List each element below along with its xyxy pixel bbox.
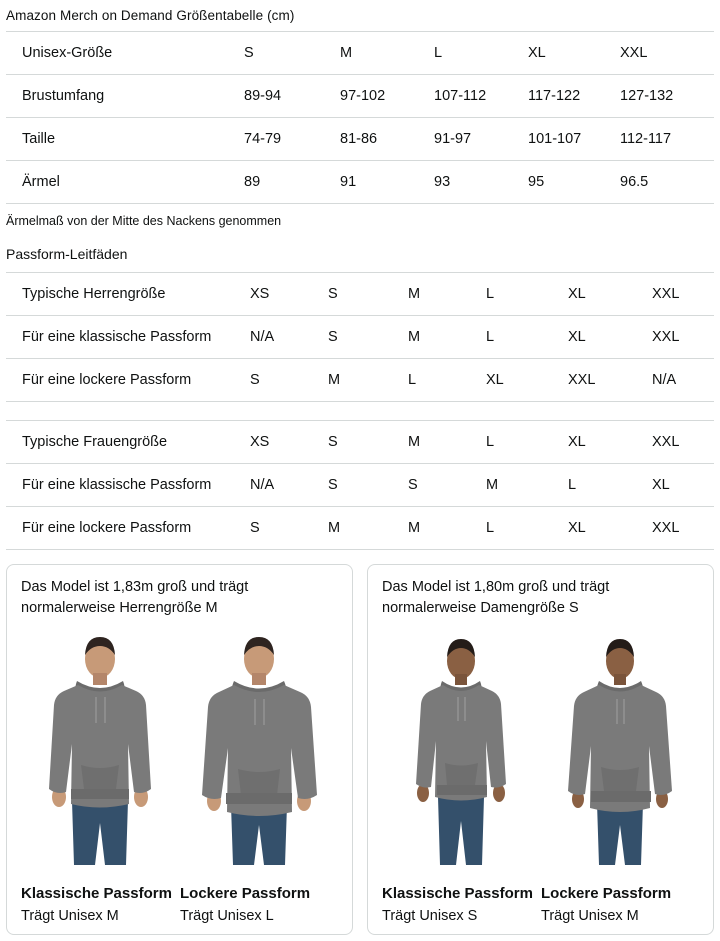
- cell: 74-79: [244, 118, 340, 161]
- model-cards: [6, 564, 714, 941]
- row-label: Unisex-Größe: [6, 32, 244, 75]
- table-row: [6, 273, 714, 316]
- table-row: [6, 507, 714, 550]
- fit-name: Klassische Passform: [21, 885, 172, 902]
- cell: S: [328, 273, 408, 316]
- cell: XL: [486, 359, 568, 402]
- mens-fit-table: [6, 272, 714, 402]
- row-label: Für eine lockere Passform: [6, 507, 250, 550]
- cell: XL: [652, 464, 714, 507]
- cell: S: [244, 32, 340, 75]
- row-label: Brustumfang: [6, 75, 244, 118]
- cell: M: [486, 464, 568, 507]
- cell: M: [408, 316, 486, 359]
- table-spacer: [6, 402, 714, 420]
- female-model-relaxed-illustration: [545, 625, 695, 875]
- table-row: [6, 464, 714, 507]
- cell: M: [340, 32, 434, 75]
- cell: 96.5: [620, 161, 714, 204]
- card-heading: Das Model ist 1,80m groß und trägt normalerweise Damengröße S: [382, 579, 610, 616]
- cell: S: [250, 507, 328, 550]
- cell: 95: [528, 161, 620, 204]
- row-label: Für eine klassische Passform: [6, 316, 250, 359]
- cell: M: [328, 507, 408, 550]
- cell: L: [486, 316, 568, 359]
- cell: 89: [244, 161, 340, 204]
- cell: XS: [250, 421, 328, 464]
- cell: XL: [568, 421, 652, 464]
- figure-male-relaxed: [180, 625, 338, 924]
- cell: XL: [568, 316, 652, 359]
- table-row: [6, 316, 714, 359]
- cell: N/A: [250, 464, 328, 507]
- fit-guide-label: Passform-Leitfäden: [6, 246, 128, 262]
- female-model-classic-illustration: [386, 625, 536, 875]
- cell: M: [408, 273, 486, 316]
- figure-female-classic: [382, 625, 540, 924]
- cell: N/A: [652, 359, 714, 402]
- cell: L: [434, 32, 528, 75]
- fit-name: Lockere Passform: [180, 885, 311, 902]
- table-row: [6, 75, 714, 118]
- fit-size: Trägt Unisex M: [21, 908, 119, 924]
- table-row: [6, 118, 714, 161]
- cell: L: [408, 359, 486, 402]
- cell: XL: [568, 273, 652, 316]
- cell: XL: [568, 507, 652, 550]
- table-row: [6, 161, 714, 204]
- row-label: Ärmel: [6, 161, 244, 204]
- page-title: Amazon Merch on Demand Größentabelle (cm): [6, 8, 295, 23]
- womens-model-card: [367, 564, 714, 935]
- cell: 101-107: [528, 118, 620, 161]
- row-label: Typische Herrengröße: [6, 273, 250, 316]
- row-label: Taille: [6, 118, 244, 161]
- table-row: [6, 359, 714, 402]
- figure-row: [21, 625, 338, 924]
- cell: 93: [434, 161, 528, 204]
- cell: L: [486, 421, 568, 464]
- cell: S: [328, 464, 408, 507]
- cell: N/A: [250, 316, 328, 359]
- cell: 89-94: [244, 75, 340, 118]
- cell: XXL: [652, 273, 714, 316]
- cell: L: [486, 507, 568, 550]
- cell: M: [408, 421, 486, 464]
- cell: 112-117: [620, 118, 714, 161]
- cell: S: [328, 316, 408, 359]
- cell: 91: [340, 161, 434, 204]
- fit-size: Trägt Unisex M: [541, 908, 639, 924]
- card-heading: Das Model ist 1,83m groß und trägt normalerweise Herrengröße M: [21, 579, 249, 616]
- womens-fit-table: [6, 420, 714, 550]
- fit-size: Trägt Unisex S: [382, 908, 478, 924]
- cell: L: [486, 273, 568, 316]
- row-label: Typische Frauengröße: [6, 421, 250, 464]
- cell: XS: [250, 273, 328, 316]
- cell: 107-112: [434, 75, 528, 118]
- cell: 97-102: [340, 75, 434, 118]
- fit-name: Klassische Passform: [382, 885, 533, 902]
- fit-name: Lockere Passform: [541, 885, 672, 902]
- cell: L: [568, 464, 652, 507]
- cell: XXL: [652, 316, 714, 359]
- row-label: Für eine klassische Passform: [6, 464, 250, 507]
- fit-size: Trägt Unisex L: [180, 908, 274, 924]
- figure-male-classic: [21, 625, 179, 924]
- cell: M: [408, 507, 486, 550]
- cell: 91-97: [434, 118, 528, 161]
- cell: XXL: [652, 421, 714, 464]
- cell: 127-132: [620, 75, 714, 118]
- mens-model-card: [6, 564, 353, 935]
- row-label: Für eine lockere Passform: [6, 359, 250, 402]
- cell: S: [328, 421, 408, 464]
- figure-female-relaxed: [541, 625, 699, 924]
- table-row: [6, 421, 714, 464]
- male-model-relaxed-illustration: [184, 625, 334, 875]
- cell: M: [328, 359, 408, 402]
- sleeve-measure-note: Ärmelmaß von der Mitte des Nackens genommen: [6, 214, 282, 228]
- cell: XXL: [620, 32, 714, 75]
- cell: S: [408, 464, 486, 507]
- measurement-table: [6, 31, 714, 204]
- cell: 117-122: [528, 75, 620, 118]
- cell: XL: [528, 32, 620, 75]
- male-model-classic-illustration: [25, 625, 175, 875]
- figure-row: [382, 625, 699, 924]
- table-row: [6, 32, 714, 75]
- cell: XXL: [652, 507, 714, 550]
- cell: 81-86: [340, 118, 434, 161]
- cell: S: [250, 359, 328, 402]
- cell: XXL: [568, 359, 652, 402]
